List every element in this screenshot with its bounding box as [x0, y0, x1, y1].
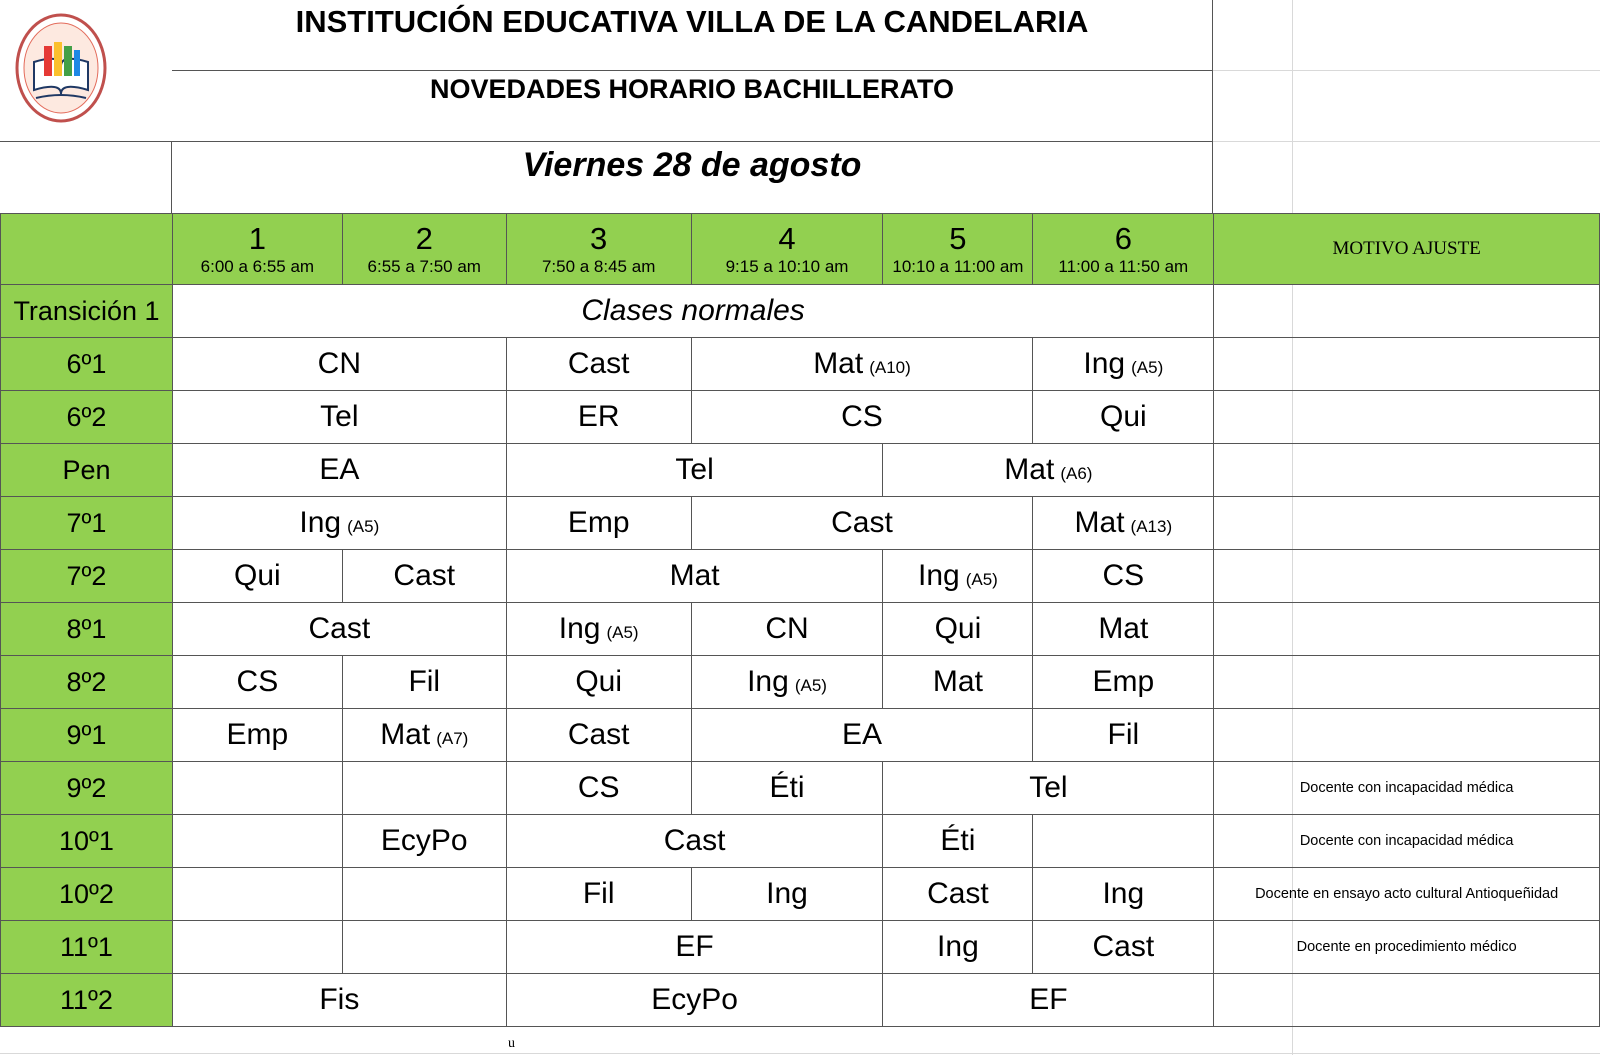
- room-label: (A6): [1060, 464, 1093, 483]
- motivo-cell: Docente en procedimiento médico: [1214, 921, 1600, 974]
- subject-label: Mat: [1098, 612, 1149, 645]
- motivo-cell: [1214, 338, 1600, 391]
- grade-label: 10º1: [1, 815, 173, 868]
- subject-label: EcyPo: [651, 983, 738, 1016]
- grade-label: Transición 1: [1, 285, 173, 338]
- class-cell: [506, 497, 691, 550]
- class-cell: [172, 603, 506, 656]
- class-cell: [883, 868, 1033, 921]
- period-header: 4 9:15 a 10:10 am: [691, 214, 883, 285]
- motivo-cell: [1214, 285, 1600, 338]
- class-cell: [172, 974, 506, 1027]
- grade-label: 6º1: [1, 338, 173, 391]
- subject-label: EA: [841, 718, 882, 751]
- class-cell: [172, 497, 506, 550]
- grid-line: [1212, 70, 1600, 71]
- class-cell: [1033, 868, 1214, 921]
- class-cell: [691, 391, 1033, 444]
- period-header: 3 7:50 a 8:45 am: [506, 214, 691, 285]
- table-row: [1, 285, 1600, 338]
- class-cell: [506, 974, 883, 1027]
- subject-label: Fis: [319, 983, 360, 1016]
- class-cell: [883, 815, 1033, 868]
- table-row: [1, 921, 1600, 974]
- table-row: [1, 656, 1600, 709]
- period-header: 2 6:55 a 7:50 am: [342, 214, 506, 285]
- subject-label: Emp: [226, 718, 289, 751]
- room-label: (A7): [436, 729, 469, 748]
- table-row: [1, 338, 1600, 391]
- subject-label: Mat: [932, 665, 983, 698]
- subject-label: Mat: [380, 718, 431, 751]
- class-cell: [691, 338, 1033, 391]
- class-cell: [691, 762, 883, 815]
- class-cell: [506, 868, 691, 921]
- class-cell: [506, 762, 691, 815]
- subject-label: Qui: [934, 612, 982, 645]
- table-row: [1, 762, 1600, 815]
- subject-label: Ing: [558, 612, 601, 645]
- grade-label: 7º2: [1, 550, 173, 603]
- class-cell: [691, 603, 883, 656]
- stray-mark: u: [508, 1036, 515, 1051]
- subject-label: Qui: [1099, 400, 1147, 433]
- class-cell: [691, 868, 883, 921]
- class-cell: [172, 338, 506, 391]
- class-cell: [883, 603, 1033, 656]
- class-cell: [883, 550, 1033, 603]
- class-cell: [506, 391, 691, 444]
- class-cell: [1033, 603, 1214, 656]
- grade-label: 8º1: [1, 603, 173, 656]
- subject-label: Cast: [567, 718, 630, 751]
- subject-label: Ing: [747, 665, 789, 698]
- subject-label: Mat: [1004, 453, 1055, 486]
- subject-label: Ing: [766, 877, 808, 910]
- class-cell: [691, 656, 883, 709]
- grade-label: 6º2: [1, 391, 173, 444]
- schedule-subtitle: NOVEDADES HORARIO BACHILLERATO: [429, 74, 955, 104]
- class-cell: [172, 868, 342, 921]
- motivo-cell: [1214, 656, 1600, 709]
- subject-label: Ing: [1083, 347, 1126, 380]
- subject-label: CS: [577, 771, 620, 804]
- period-header: 1 6:00 a 6:55 am: [172, 214, 342, 285]
- room-label: (A5): [1131, 358, 1164, 377]
- motivo-cell: [1214, 444, 1600, 497]
- table-row: [1, 603, 1600, 656]
- subject-label: Emp: [567, 506, 630, 539]
- class-cell: [172, 815, 342, 868]
- subject-label: CS: [1102, 559, 1145, 592]
- subject-label: Éti: [769, 771, 805, 804]
- subject-label: Cast: [1092, 930, 1155, 963]
- school-logo: [14, 12, 108, 124]
- class-cell: [172, 444, 506, 497]
- class-cell: [691, 709, 1033, 762]
- subject-label: Cast: [308, 612, 371, 645]
- subject-label: Fil: [1107, 718, 1140, 751]
- subject-label: Ing: [1102, 877, 1145, 910]
- subject-label: CS: [841, 400, 883, 433]
- subject-label: CS: [236, 665, 279, 698]
- grade-label: 9º1: [1, 709, 173, 762]
- period-header: 5 10:10 a 11:00 am: [883, 214, 1033, 285]
- class-cell: [1033, 338, 1214, 391]
- class-cell: [342, 921, 506, 974]
- subject-label: Fil: [408, 665, 441, 698]
- room-label: (A13): [1130, 517, 1173, 536]
- subject-label: ER: [577, 400, 620, 433]
- class-cell: [1033, 709, 1214, 762]
- corner-cell: [1, 214, 173, 285]
- subject-label: Tel: [320, 400, 359, 433]
- grade-label: 10º2: [1, 868, 173, 921]
- subject-label: Tel: [675, 453, 714, 486]
- class-cell: [883, 762, 1214, 815]
- table-row: [1, 868, 1600, 921]
- class-cell: [883, 656, 1033, 709]
- divider: [1212, 0, 1213, 213]
- class-cell: [883, 974, 1214, 1027]
- class-cell: [172, 921, 342, 974]
- subject-label: CN: [317, 347, 361, 380]
- class-cell: [342, 762, 506, 815]
- class-cell: [506, 338, 691, 391]
- divider: [172, 70, 1212, 71]
- grade-label: 11º1: [1, 921, 173, 974]
- period-header-row: [1, 214, 1600, 285]
- motivo-cell: Docente en ensayo acto cultural Antioqueñidad: [1214, 868, 1600, 921]
- motivo-cell: [1214, 391, 1600, 444]
- class-cell: [506, 656, 691, 709]
- table-row: [1, 391, 1600, 444]
- subject-label: Tel: [1029, 771, 1068, 804]
- class-cell: [342, 815, 506, 868]
- table-row: [1, 444, 1600, 497]
- motivo-cell: [1214, 709, 1600, 762]
- class-cell: [172, 391, 506, 444]
- class-cell: [506, 550, 883, 603]
- class-cell: [172, 656, 342, 709]
- motivo-cell: [1214, 497, 1600, 550]
- subject-label: EF: [675, 930, 714, 963]
- grade-label: 7º1: [1, 497, 173, 550]
- class-cell: [342, 868, 506, 921]
- room-label: (A5): [347, 517, 380, 536]
- class-cell: [1033, 391, 1214, 444]
- grade-label: 11º2: [1, 974, 173, 1027]
- subject-label: EA: [319, 453, 360, 486]
- motivo-header: MOTIVO AJUSTE: [1214, 214, 1600, 285]
- subject-label: Cast: [927, 877, 989, 910]
- subject-label: Cast: [567, 347, 630, 380]
- subject-label: Éti: [940, 824, 976, 857]
- room-label: (A5): [794, 676, 827, 695]
- class-cell: [1033, 656, 1214, 709]
- motivo-cell: Docente con incapacidad médica: [1214, 762, 1600, 815]
- class-cell: [342, 550, 506, 603]
- class-cell: [1033, 921, 1214, 974]
- subject-label: Mat: [669, 559, 720, 592]
- subject-label: Ing: [917, 559, 960, 592]
- subject-label: Mat: [813, 347, 864, 380]
- subject-label: EcyPo: [380, 824, 468, 857]
- class-cell: [506, 603, 691, 656]
- subject-label: EF: [1029, 983, 1068, 1016]
- class-cell: [691, 497, 1033, 550]
- class-cell: [172, 762, 342, 815]
- class-cell: [883, 444, 1214, 497]
- table-row: [1, 709, 1600, 762]
- subject-label: Qui: [234, 559, 281, 592]
- subject-label: Mat: [1074, 506, 1125, 539]
- class-cell: [172, 709, 342, 762]
- class-cell: [1033, 815, 1214, 868]
- class-cell: [342, 656, 506, 709]
- grid-line: [0, 1053, 1600, 1054]
- schedule-date: Viernes 28 de agosto: [522, 146, 862, 184]
- subject-label: Ing: [937, 930, 979, 963]
- schedule-table: [0, 213, 1600, 1027]
- class-cell: [506, 709, 691, 762]
- table-row: [1, 550, 1600, 603]
- room-label: (A5): [965, 570, 998, 589]
- class-cell: [172, 550, 342, 603]
- institution-title: INSTITUCIÓN EDUCATIVA VILLA DE LA CANDELARIA: [295, 4, 1089, 39]
- subject-label: Qui: [575, 665, 622, 698]
- normal-classes-cell: Clases normales: [172, 285, 1213, 338]
- grade-label: Pen: [1, 444, 173, 497]
- subject-label: Cast: [663, 824, 726, 857]
- subject-label: Fil: [582, 877, 615, 910]
- subject-label: Cast: [831, 506, 893, 539]
- table-row: [1, 974, 1600, 1027]
- class-cell: [1033, 497, 1214, 550]
- subject-label: Cast: [393, 559, 456, 592]
- motivo-cell: [1214, 974, 1600, 1027]
- subject-label: Emp: [1092, 665, 1155, 698]
- grade-label: 9º2: [1, 762, 173, 815]
- table-row: [1, 497, 1600, 550]
- class-cell: [506, 815, 883, 868]
- period-header: 6 11:00 a 11:50 am: [1033, 214, 1214, 285]
- motivo-cell: Docente con incapacidad médica: [1214, 815, 1600, 868]
- table-row: [1, 815, 1600, 868]
- subject-label: Ing: [299, 506, 342, 539]
- subject-label: CN: [765, 612, 809, 645]
- room-label: (A10): [869, 358, 911, 377]
- class-cell: [1033, 550, 1214, 603]
- grid-line: [1212, 141, 1600, 142]
- class-cell: [883, 921, 1033, 974]
- grade-label: 8º2: [1, 656, 173, 709]
- motivo-cell: [1214, 603, 1600, 656]
- class-cell: [342, 709, 506, 762]
- motivo-cell: [1214, 550, 1600, 603]
- class-cell: [506, 444, 883, 497]
- room-label: (A5): [606, 623, 639, 642]
- class-cell: [506, 921, 883, 974]
